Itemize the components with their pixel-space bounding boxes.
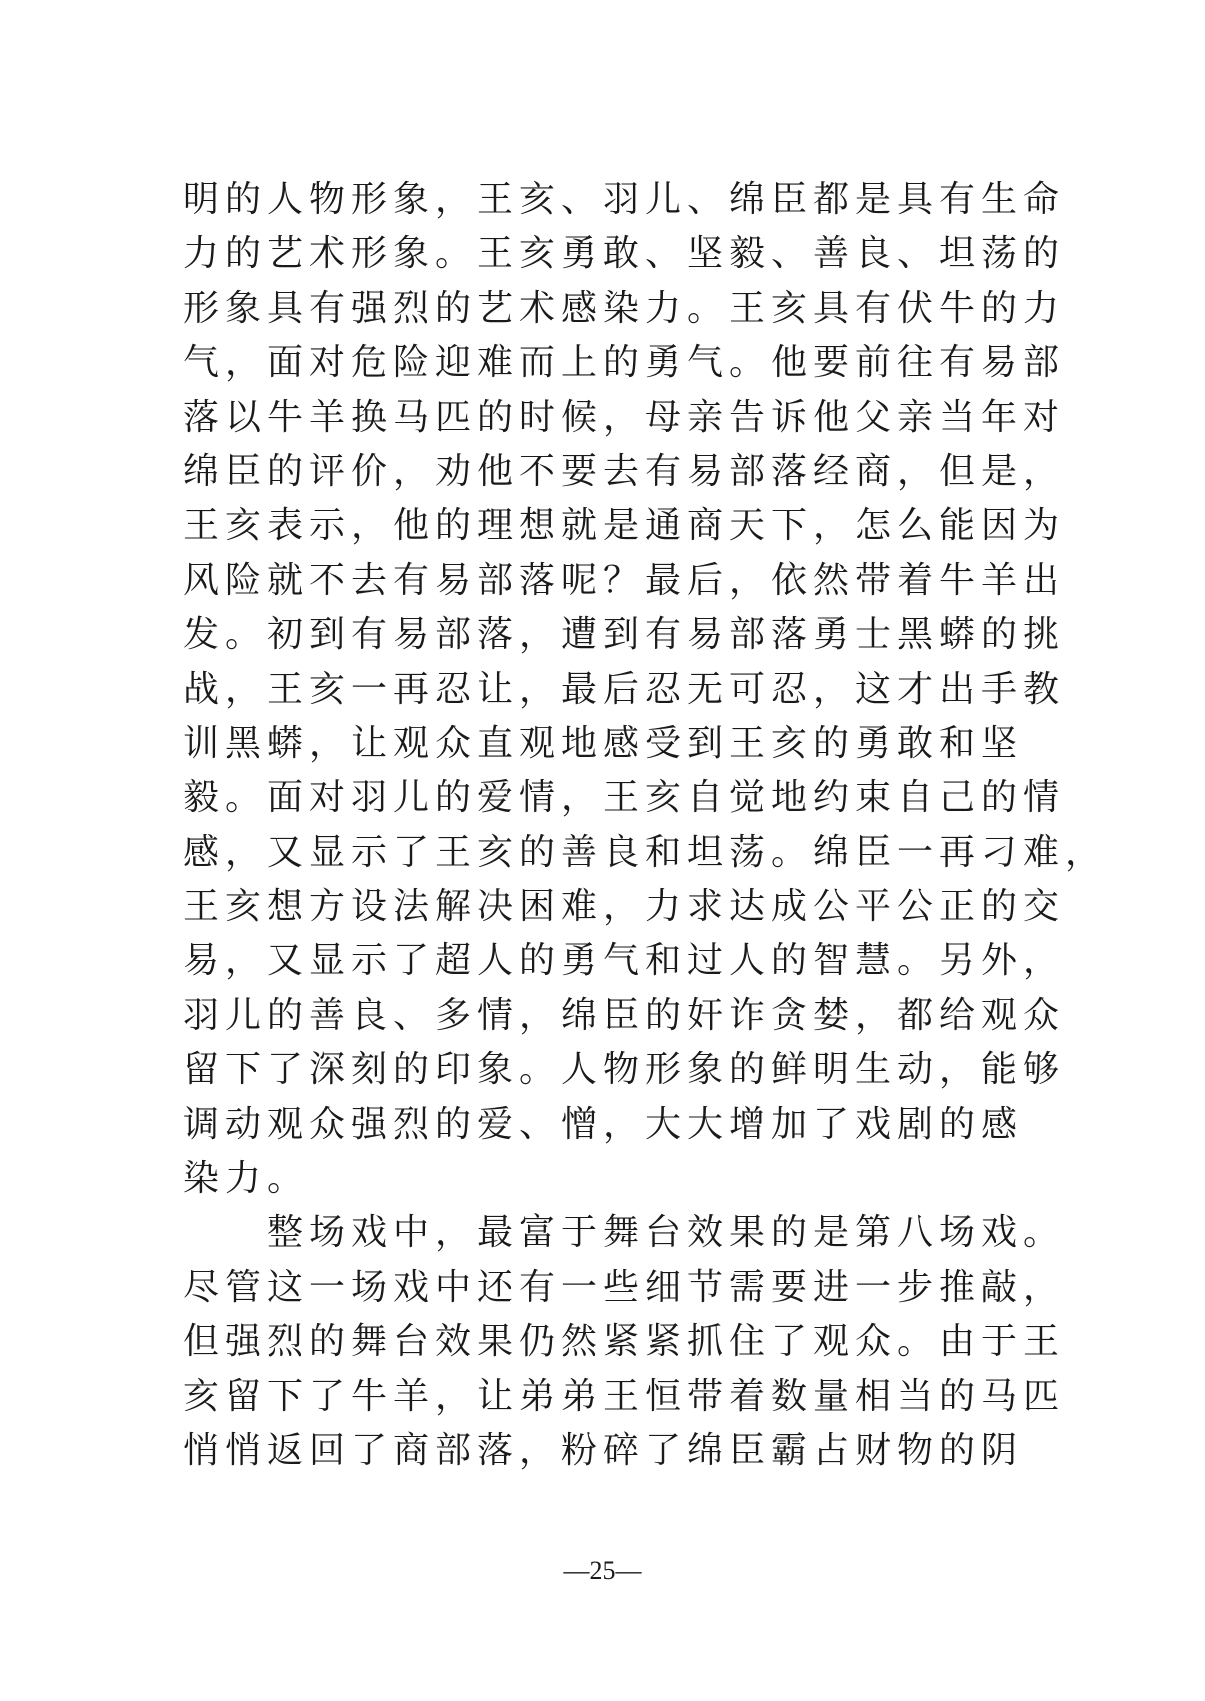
text-line: 悄悄返回了商部落，粉碎了绵臣霸占财物的阴 [183,1429,1024,1471]
text-line: 王亥想方设法解决困难，力求达成公平公正的交 [183,886,1066,928]
text-line: 明的人物形象，王亥、羽儿、绵臣都是具有生命 [183,179,1066,220]
body-text [183,173,1108,1478]
text-line: 易，又显示了超人的勇气和过人的智慧。另外， [183,940,1066,982]
text-line: 调动观众强烈的爱、憎，大大增加了戏剧的感 [183,1103,1024,1145]
text-line: 战，王亥一再忍让，最后忍无可忍，这才出手教 [183,668,1066,710]
text-line: 王亥表示，他的理想就是通商天下，怎么能因为 [183,505,1066,547]
text-line: 气，面对危险迎难而上的勇气。他要前往有易部 [183,342,1066,384]
text-line: 力的艺术形象。王亥勇敢、坚毅、善良、坦荡的 [183,233,1066,275]
text-line: 羽儿的善良、多情，绵臣的奸诈贪婪，都给观众 [183,994,1066,1036]
text-line: 训黑蟒，让观众直观地感受到王亥的勇敢和坚 [183,722,1024,764]
text-line: 尽管这一场戏中还有一些细节需要进一步推敲， [183,1266,1066,1308]
text-line: 绵臣的评价，劝他不要去有易部落经商，但是， [183,450,1066,492]
text-line: 毅。面对羽儿的爱情，王亥自觉地约束自己的情 [183,777,1066,819]
page-number: —25— [563,1556,642,1585]
text-line: 发。初到有易部落，遭到有易部落勇士黑蟒的挑 [183,614,1066,656]
paragraph-start-line: 整场戏中，最富于舞台效果的是第八场戏。 [183,1212,1066,1254]
text-line: 留下了深刻的印象。人物形象的鲜明生动，能够 [183,1049,1066,1091]
text-line: 落以牛羊换马匹的时候，母亲告诉他父亲当年对 [183,396,1066,438]
text-line: 形象具有强烈的艺术感染力。王亥具有伏牛的力 [183,287,1066,329]
text-line: 风险就不去有易部落呢？最后，依然带着牛羊出 [183,559,1066,601]
text-line: 但强烈的舞台效果仍然紧紧抓住了观众。由于王 [183,1321,1066,1363]
text-line: 感，又显示了王亥的善良和坦荡。绵臣一再刁难， [183,831,1108,873]
text-line: 染力。 [183,1158,310,1200]
text-line: 亥留下了牛羊，让弟弟王恒带着数量相当的马匹 [183,1375,1066,1417]
